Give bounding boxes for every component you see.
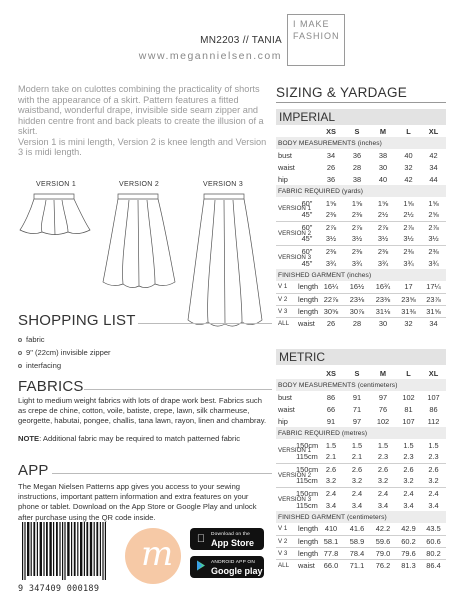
version-2-skirt-illustration [101,192,177,292]
table-row: V 3 length 77.8 78.4 79.0 79.6 80.2 [276,547,446,559]
size-header: XL [428,126,439,136]
description-paragraph: Modern take on culottes combining the practicality of shorts with the appearance of a skirt. Pattern features a fitted waistband, wonderful drape, invisible side seam zipper and hidden centre front and back pleats to create the illusion of a skirt. [18,84,264,136]
section-divider [52,473,272,474]
table-row: V 1 length 16¼ 16½ 16¾ 17 17¼ [278,282,441,292]
size-header: M [379,126,387,136]
version-3-skirt-illustration [186,192,264,330]
brand-logo [287,14,345,66]
barcode-number: 9 347409 000189 [18,584,100,594]
google-play-button[interactable]: ANDROID APP ON Google play [190,556,264,578]
group-header: FABRIC REQUIRED (metres) [276,427,446,439]
metric-size-table [276,367,446,571]
website-link[interactable]: www.megannielsen.com [138,50,282,62]
size-header: S [354,126,360,136]
size-header: XS [326,368,336,378]
table-row: VERSION 3 60" 2⅜ 2⅜ 2⅜ 2⅜ 2⅜ [276,245,446,257]
group-header: BODY MEASUREMENTS (centimeters) [276,379,446,391]
group-header: BODY MEASUREMENTS (inches) [276,137,446,149]
table-row: 45" 3½ 3½ 3½ 3½ 3½ [301,234,439,244]
version-1-label: VERSION 1 [36,181,77,188]
table-row: waist 26 28 30 32 34 [278,162,438,172]
section-divider [84,389,272,390]
table-row: VERSION 2 60" 2⅞ 2⅞ 2⅞ 2⅞ 2⅞ [276,221,446,233]
table-row: bust 34 36 38 40 42 [278,150,438,160]
group-header: FINISHED GARMENT (inches) [276,269,446,281]
table-row: hip 91 97 102 107 112 [278,416,440,426]
metric-title: METRIC [276,349,446,365]
size-header-row [276,125,446,137]
shopping-list-title: SHOPPING LIST [18,312,136,329]
table-row: V 3 length 30⅝ 30⅞ 31⅛ 31⅜ 31⅝ [276,305,446,317]
fabrics-text: Light to medium weight fabrics with lots of drape work best. Fabrics such as crepe de chine, cotton, voile, batiste, crepe, lawn, silk charmeuse, georgette, habutai, pongee, challis, tana lawn, rayon, linen and chambray. NOTE: Additional fabric may be required to match patterned fabric [18,396,272,444]
table-row: V 1 length 410 41.6 42.2 42.9 43.5 [278,524,441,534]
table-row: VERSION 2 150cm 2.6 2.6 2.6 2.6 2.6 [276,463,446,475]
fabrics-title: FABRICS [18,378,84,395]
version-2-label: VERSION 2 [119,181,160,188]
bullet-icon [18,364,22,368]
list-item: 9" (22cm) invisible zipper [18,346,111,359]
table-row: 45" 3¾ 3¾ 3¾ 3¾ 3¾ [301,258,439,268]
table-row: ALL waist 66.0 71.1 76.2 81.3 86.4 [276,559,446,571]
table-row: VERSION 1 150cm 1.5 1.5 1.5 1.5 1.5 [278,440,439,455]
megan-nielsen-logo-icon: m [125,528,181,584]
pattern-description [18,84,270,158]
list-item: interfacing [18,359,111,372]
apple-icon [195,533,207,545]
table-row: 45" 2⅜ 2⅜ 2½ 2½ 2⅝ [301,210,439,220]
table-row: bust 86 91 97 102 107 [278,392,440,402]
size-header: L [406,126,411,136]
description-paragraph: Version 1 is mini length, Version 2 is knee length and Version 3 is midi length. [18,136,267,157]
sizing-title: SIZING & YARDAGE [276,85,408,100]
list-item: fabric [18,333,111,346]
barcode [18,522,114,580]
bullet-icon [18,351,22,355]
logo-line-1: I MAKE [293,19,330,29]
app-store-button[interactable]: Download on the App Store [190,528,264,550]
imperial-size-table [276,125,446,329]
table-row: ALL waist 26 28 30 32 34 [276,317,446,329]
logo-line-2: FASHION [293,31,340,41]
table-row: waist 66 71 76 81 86 [278,404,438,414]
table-row: 115cm 3.4 3.4 3.4 3.4 3.4 [296,500,439,510]
size-header: XS [326,126,336,136]
size-header: M [379,368,387,378]
group-header: FINISHED GARMENT (centimeters) [276,511,446,523]
section-divider [138,323,272,324]
play-icon [195,560,207,574]
imperial-title: IMPERIAL [276,109,446,125]
section-divider [276,102,446,103]
size-header-row [276,367,446,379]
table-row: 115cm 2.1 2.1 2.3 2.3 2.3 [296,452,439,462]
bullet-icon [18,338,22,342]
fabric-note: NOTE: Additional fabric may be required to match patterned fabric [18,433,241,443]
shopping-list [18,333,111,372]
size-header: L [406,368,411,378]
table-row: hip 36 38 40 42 44 [278,174,438,184]
version-3-label: VERSION 3 [203,181,244,188]
size-header: XL [428,368,439,378]
table-row: VERSION 1 60" 1⅝ 1⅝ 1⅝ 1⅝ 1⅝ [278,198,439,213]
app-text: The Megan Nielsen Patterns app gives you access to your sewing instructions, important pattern information and extra features on your phone or tablet. Download on the App Store or Google Play and unlock after purchase using the QR code inside. [18,482,257,522]
size-header: S [354,368,360,378]
group-header: FABRIC REQUIRED (yards) [276,185,446,197]
table-row: V 2 length 58.1 58.9 59.6 60.2 60.6 [276,535,446,547]
table-row: VERSION 3 150cm 2.4 2.4 2.4 2.4 2.4 [276,487,446,499]
table-row: V 2 length 22⅞ 23⅛ 23⅜ 23⅝ 23⅞ [276,293,446,305]
version-1-skirt-illustration [18,192,92,238]
table-row: 115cm 3.2 3.2 3.2 3.2 3.2 [296,476,439,486]
app-title: APP [18,462,49,479]
pattern-code: MN2203 // TANIA [200,35,282,46]
